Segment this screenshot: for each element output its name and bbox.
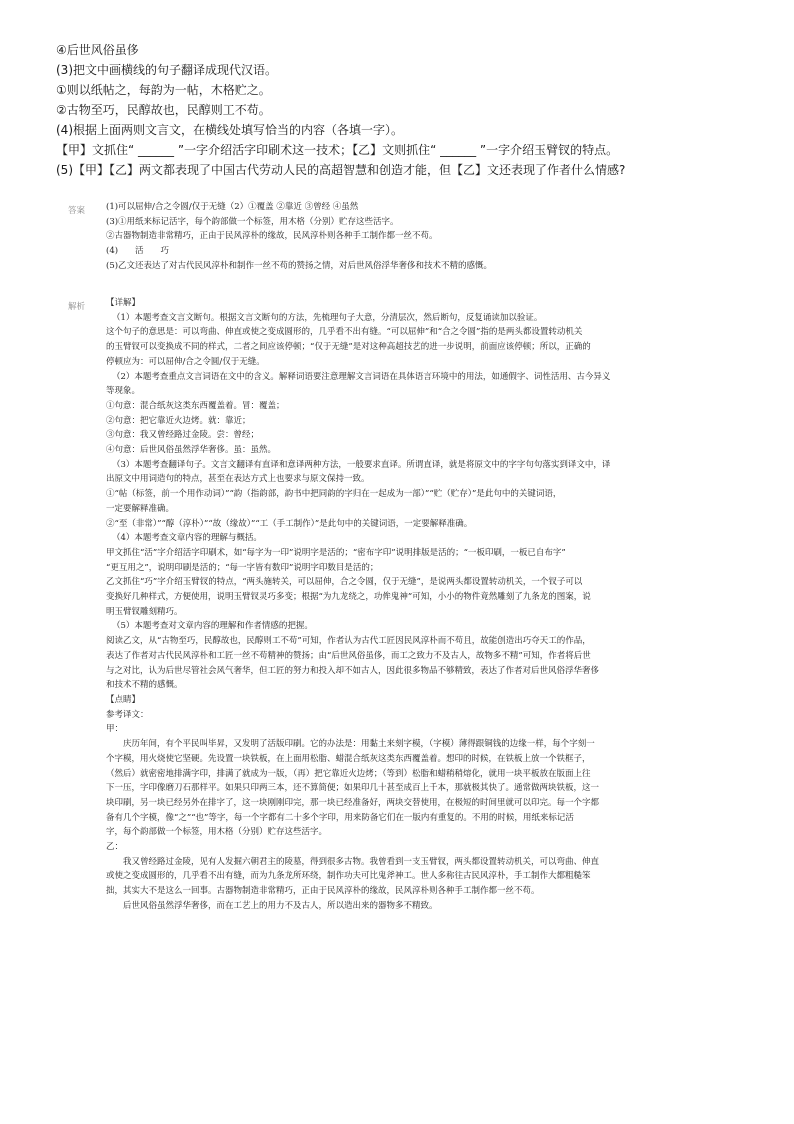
analysis-line: ②“至（非常）”“醇（淳朴）”“故（缘故）”“工（手工制作）”是此句中的关键词语，一定要解释准确。 (106, 518, 473, 529)
question-4-fill-blank: 【甲】文抓住“ ______ ”一字介绍活字印刷术这一技术；【乙】文则抓住“ ______ ”一字介绍玉臂钗的特点。 (56, 143, 619, 157)
analysis-line: 一定要解释准确。 (106, 503, 175, 514)
analysis-line: 出原文中用词造句的特点，甚至在表达方式上也要求与原文保持一致。 (106, 474, 370, 485)
analysis-line: “更互用之”，说明印刷是活的；“每一字皆有数印”说明字印数目是活的； (106, 562, 379, 573)
analysis-label: 解析 (68, 302, 86, 312)
analysis-line: 和技术不精的感慨。 (106, 680, 183, 691)
analysis-line: 停顿应为：可以屈伸/合之令圆/仅于无缝。 (106, 356, 265, 367)
answer-body (106, 200, 758, 274)
translation-yi-line: 拙，其实大不是这么一回事。古器物制造非常精巧，正由于民风淳朴的缘故，民风淳朴则各种手工制作都一丝不苟。 (106, 886, 540, 897)
answer-line: (3)①用纸来标记活字，每个韵部做一个标签，用木格（分别）贮存这些活字。 (106, 216, 399, 227)
translation-jia-line: 个字模，用火烧使它坚硬。先设置一块铁板，在上面用松脂、蜡混合纸灰这类东西覆盖着。想印的时候，在铁板上放一个铁框子， (106, 753, 591, 764)
question-3-sentence-2: ②古物至巧，民醇故也，民醇则工不苟。 (56, 103, 271, 117)
translation-jia-line: 下一压，字印像磨刀石那样平。如果只印两三本，还不算简便；如果印几十甚至成百上千本，那就极其快了。通常做两块铁板，这一 (106, 783, 600, 794)
question-block (56, 40, 756, 180)
analysis-line: 变换好几种样式，方便使用，说明玉臂钗灵巧多变；根据“为九龙绕之，功侔鬼神”可知，小小的物件竟然雕刻了九条龙的图案，说 (106, 592, 591, 603)
analysis-line: 阅读乙文，从“古物至巧，民醇故也，民醇则工不苟”可知，作者认为古代工匠因民风淳朴而不苟且，故能创造出巧夺天工的作品， (106, 636, 591, 647)
translation-jia-line: 备有几个字模，像“之”“也”等字，每一个字都有二十多个字印，用来防备它们在一版内有重复的。不用的时候，用纸来标记活 (106, 812, 574, 823)
question-4-title: (4)根据上面两则文言文，在横线处填写恰当的内容（各填一字）。 (56, 123, 404, 137)
analysis-line: （3）本题考查翻译句子。文言文翻译有直译和意译两种方法，一般要求直译。所谓直译，就是将原文中的字字句句落实到译文中，译 (112, 459, 611, 470)
question-3-title: (3)把文中画横线的句子翻译成现代汉语。 (56, 63, 277, 77)
analysis-line: ④句意：后世风俗虽然浮华奢侈。虽：虽然。 (106, 445, 277, 456)
analysis-line: 甲文抓住“活”字介绍活字印刷术，如“每字为一印”说明字是活的；“密布字印”说明排版是活的；“一板印刷，一板已自布字” (106, 547, 566, 558)
translation-jia-line: 字，每个韵部做一个标签，用木格（分别）贮存这些活字。 (106, 827, 328, 838)
analysis-line: 等现象。 (106, 386, 141, 397)
point-heading: 【点睛】 (106, 694, 141, 705)
answer-line: (1)可以屈伸/合之令圆/仅于无缝（2）①覆盖 ②靠近 ③曾经 ④虽然 (106, 202, 359, 212)
answer-line: (5)乙文还表达了对古代民风淳朴和制作一丝不苟的赞扬之情，对后世风俗浮华奢侈和技术不精的感慨。 (106, 260, 493, 271)
translation-jia-line: 庆历年间，有个平民叫毕昇，又发明了活版印刷。它的办法是：用黏土来刻字模，（字模）薄得跟铜钱的边缘一样，每个字刻一 (123, 739, 595, 750)
question-5-title: (5)【甲】【乙】两文都表现了中国古代劳动人民的高超智慧和创造才能，但【乙】文还表现了作者什么情感? (56, 163, 626, 177)
translation-yi-line: 或使之变成圆形的，几乎看不出有缝，而为九条龙所环绕，制作功夫可比鬼斧神工。世人多称往古民风淳朴，手工制作大都粗糙笨 (106, 871, 591, 882)
question-3-sentence-1: ①则以纸帖之，每韵为一帖，木格贮之。 (56, 83, 271, 97)
analysis-line: 表达了作者对古代民风淳朴和工匠一丝不苟精神的赞扬；由“后世风俗虽侈，而工之致力不及古人，故物多不精”可知，作者将后世 (106, 650, 591, 661)
analysis-line: 与之对比，认为后世尽管社会风气奢华，但工匠的努力和投入却不如古人，因此很多物品不够精致，表达了作者对后世风俗浮华奢侈 (106, 665, 600, 676)
analysis-line: ①“帖（标签，前一个用作动词）”“韵（指韵部，韵书中把同韵的字归在一起成为一部）”“贮（贮存）”是此句中的关键词语， (106, 489, 562, 500)
translation-jia-heading: 甲： (106, 724, 124, 735)
reference-translation-heading: 参考译文： (106, 709, 149, 720)
analysis-line: 乙文抓住“巧”字介绍玉臂钗的特点，“两头施转关，可以屈伸，合之令圆，仅于无缝”，是说两头都设置转动机关，一个钗子可以 (106, 577, 583, 588)
analysis-line: （5）本题考查对文章内容的理解和作者情感的把握。 (112, 621, 313, 632)
analysis-line: （1）本题考查文言文断句。根据文言文断句的方法，先梳理句子大意，分清层次，然后断句，反复诵读加以验证。 (112, 312, 543, 323)
analysis-body (106, 296, 758, 914)
answer-line: ②古器物制造非常精巧，正由于民风淳朴的缘故，民风淳朴则各种手工制作都一丝不苟。 (106, 231, 438, 242)
translation-yi-line: 我又曾经路过金陵，见有人发掘六朝君主的陵墓，得到很多古物。我曾看到一支玉臂钗，两头都设置转动机关，可以弯曲、伸直 (123, 856, 600, 867)
analysis-heading: 【详解】 (106, 298, 141, 308)
analysis-line: 这个句子的意思是：可以弯曲、伸直或使之变成圆形的，几乎看不出有缝。“可以屈伸”和“合之令圆”指的是两头都设置转动机关 (106, 327, 583, 338)
translation-jia-line: 块印刷，另一块已经另外在排字了，这一块刚刚印完，那一块已经准备好，两块交替使用，在极短的时间里就可以印完。每一个字都 (106, 797, 600, 808)
question-4-item: ④后世风俗虽侈 (56, 43, 139, 57)
translation-jia-line: （然后）就密密地排满字印，排满了就成为一版，（再）把它靠近火边烤；（等到）松脂和蜡稍稍熔化，就用一块平板放在版面上往 (106, 768, 591, 779)
analysis-line: ①句意：混合纸灰这类东西覆盖着。冒：覆盖； (106, 400, 285, 411)
analysis-line: ②句意：把它靠近火边烤。就：靠近； (106, 415, 251, 426)
analysis-line: （2）本题考查重点文言词语在文中的含义。解释词语要注意理解文言词语在具体语言环境中的用法，如通假字、词性活用、古今异义 (112, 371, 611, 382)
analysis-line: （4）本题考查文章内容的理解与概括。 (112, 533, 262, 544)
analysis-line: ③句意：我又曾经路过金陵。尝：曾经； (106, 430, 260, 441)
analysis-line: 明玉臂钗雕刻精巧。 (106, 606, 183, 617)
translation-yi-heading: 乙： (106, 842, 124, 853)
translation-yi-line: 后世风俗虽然浮华奢侈，而在工艺上的用力不及古人，所以造出来的器物多不精致。 (123, 900, 438, 911)
analysis-line: 的玉臂钗可以变换成不同的样式，二者之间应该停顿；“仅于无缝”是对这种高超技艺的进一步说明，前面应该停顿；所以，正确的 (106, 342, 591, 353)
answer-label: 答案 (68, 206, 86, 216)
answer-line: (4) 活 巧 (106, 246, 170, 257)
